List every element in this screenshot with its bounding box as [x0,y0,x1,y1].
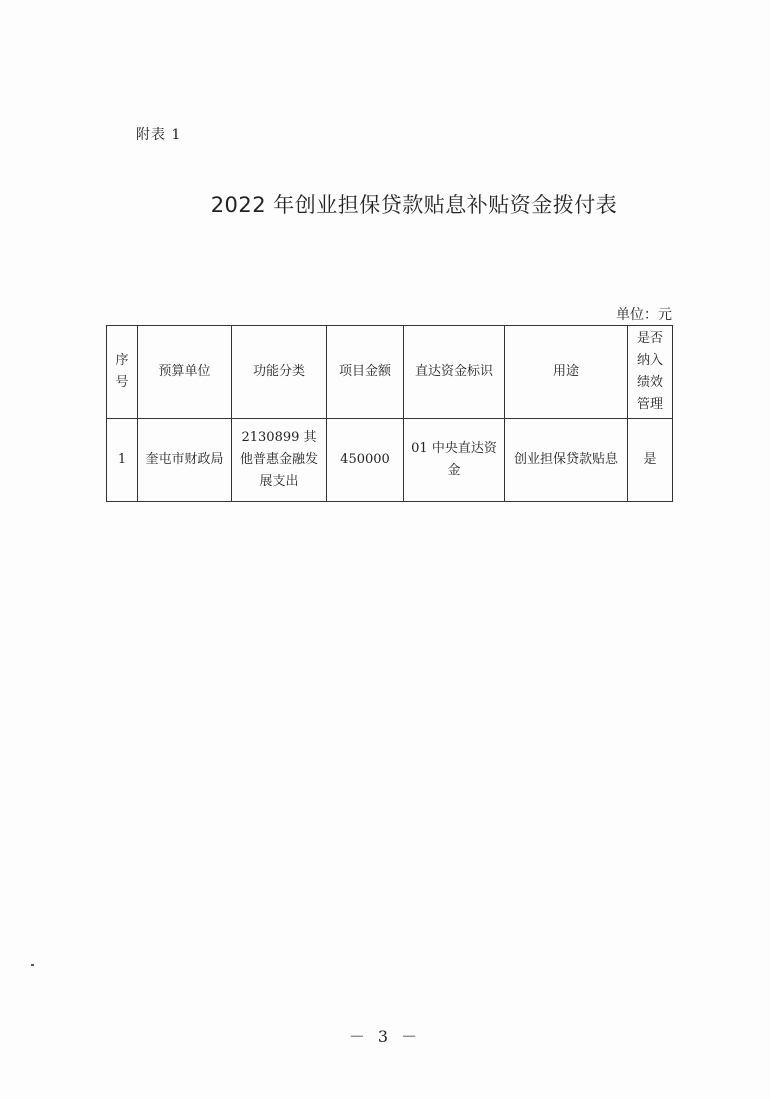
header-category: 功能分类 [232,326,327,419]
table-row [107,419,673,502]
cell-amount: 450000 [327,419,404,502]
header-seq: 序号 [107,326,138,419]
cell-purpose: 创业担保贷款贴息 [505,419,628,502]
allocation-table [106,325,673,502]
cell-unit: 奎屯市财政局 [138,419,232,502]
table-header-row [107,326,673,419]
cell-performance: 是 [628,419,673,502]
header-amount: 项目金额 [327,326,404,419]
unit-label: 单位：元 [616,307,672,323]
cell-seq: 1 [107,419,138,502]
header-unit: 预算单位 [138,326,232,419]
document-title: 2022 年创业担保贷款贴息补贴资金拨付表 [210,193,618,217]
scan-speck [31,964,34,966]
cell-category: 2130899 其他普惠金融发展支出 [232,419,327,502]
header-direct-flag: 直达资金标识 [404,326,505,419]
header-purpose: 用途 [505,326,628,419]
header-performance: 是否纳入绩效管理 [628,326,673,419]
page-number: － 3 － [348,1027,422,1046]
attachment-label: 附表 1 [136,127,182,143]
cell-direct-flag: 01 中央直达资金 [404,419,505,502]
